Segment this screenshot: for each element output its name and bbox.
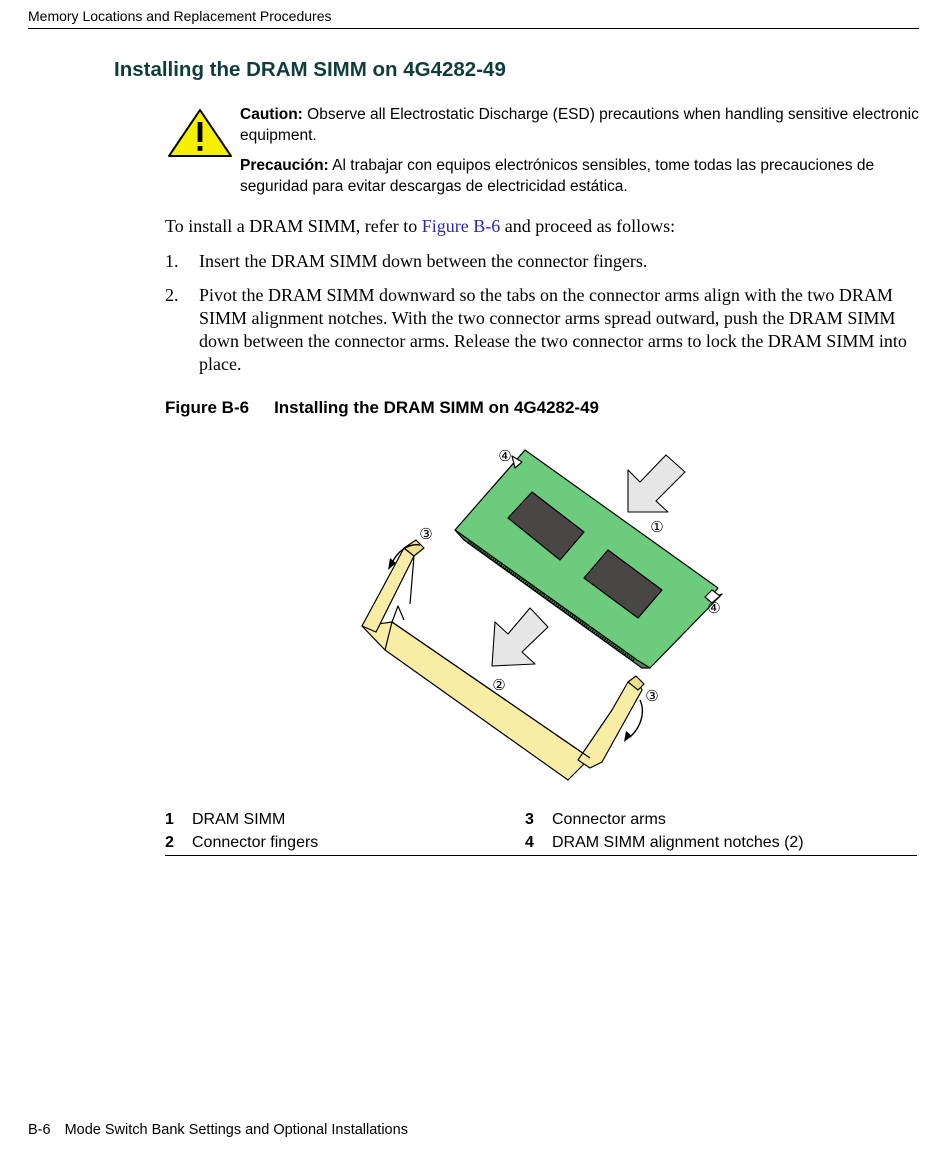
precaucion-label: Precaución: (240, 157, 329, 174)
figure-link[interactable]: Figure B-6 (421, 216, 501, 236)
legend-label: Connector fingers (192, 834, 319, 851)
page-number: B-6 (28, 1122, 51, 1138)
legend-label: DRAM SIMM (192, 811, 286, 828)
legend-number: 4 (525, 834, 534, 851)
intro-paragraph (165, 215, 675, 238)
callout-3-left: ③ (419, 525, 433, 543)
footer-title: Mode Switch Bank Settings and Optional Installations (64, 1122, 408, 1138)
page-footer (28, 1122, 408, 1138)
step-2-number: 2. (165, 285, 179, 305)
caution-spanish (240, 155, 930, 197)
intro-text-after: and proceed as follows: (500, 216, 676, 236)
legend-number: 2 (165, 834, 174, 851)
callout-3-right: ③ (645, 687, 659, 705)
legend-label: DRAM SIMM alignment notches (2) (552, 834, 804, 851)
header-rule (28, 28, 919, 29)
callout-4-top: ④ (498, 447, 512, 465)
caution-label: Caution: (240, 106, 303, 123)
callout-4-right: ④ (707, 599, 721, 617)
simm-install-illustration (350, 440, 740, 785)
legend-item (525, 831, 804, 854)
figure-number: Figure B-6 (165, 398, 250, 417)
running-header: Memory Locations and Replacement Procedures (28, 8, 332, 24)
figure-caption (165, 398, 599, 418)
legend-item (165, 808, 285, 831)
legend-number: 3 (525, 811, 534, 828)
legend-item (525, 808, 666, 831)
section-title: Installing the DRAM SIMM on 4G4282-49 (114, 58, 506, 81)
precaucion-text: Al trabajar con equipos electrónicos sensibles, tome todas las precauciones de seguridad para evitar descargas de electricidad estática. (240, 157, 875, 195)
callout-1: ① (650, 518, 664, 536)
callout-2: ② (492, 676, 506, 694)
intro-text-before: To install a DRAM SIMM, refer to (165, 216, 422, 236)
step-1-text: Insert the DRAM SIMM down between the connector fingers. (199, 251, 648, 271)
legend-label: Connector arms (552, 811, 666, 828)
legend-item (165, 831, 318, 854)
warning-triangle-icon (166, 107, 234, 159)
step-2-text: Pivot the DRAM SIMM downward so the tabs on the connector arms align with the two DRAM SIMM alignment notches. With the two connector arms spread outward, push the DRAM SIMM down between the connector arms. Release the two connector arms to lock the DRAM SIMM into place. (199, 285, 907, 374)
caution-english (240, 104, 930, 146)
step-1-number: 1. (165, 251, 179, 271)
figure-title: Installing the DRAM SIMM on 4G4282-49 (274, 398, 600, 417)
caution-text: Observe all Electrostatic Discharge (ESD) precautions when handling sensitive electronic equipment. (240, 106, 919, 144)
legend-number: 1 (165, 811, 174, 828)
legend-rule (165, 855, 917, 856)
